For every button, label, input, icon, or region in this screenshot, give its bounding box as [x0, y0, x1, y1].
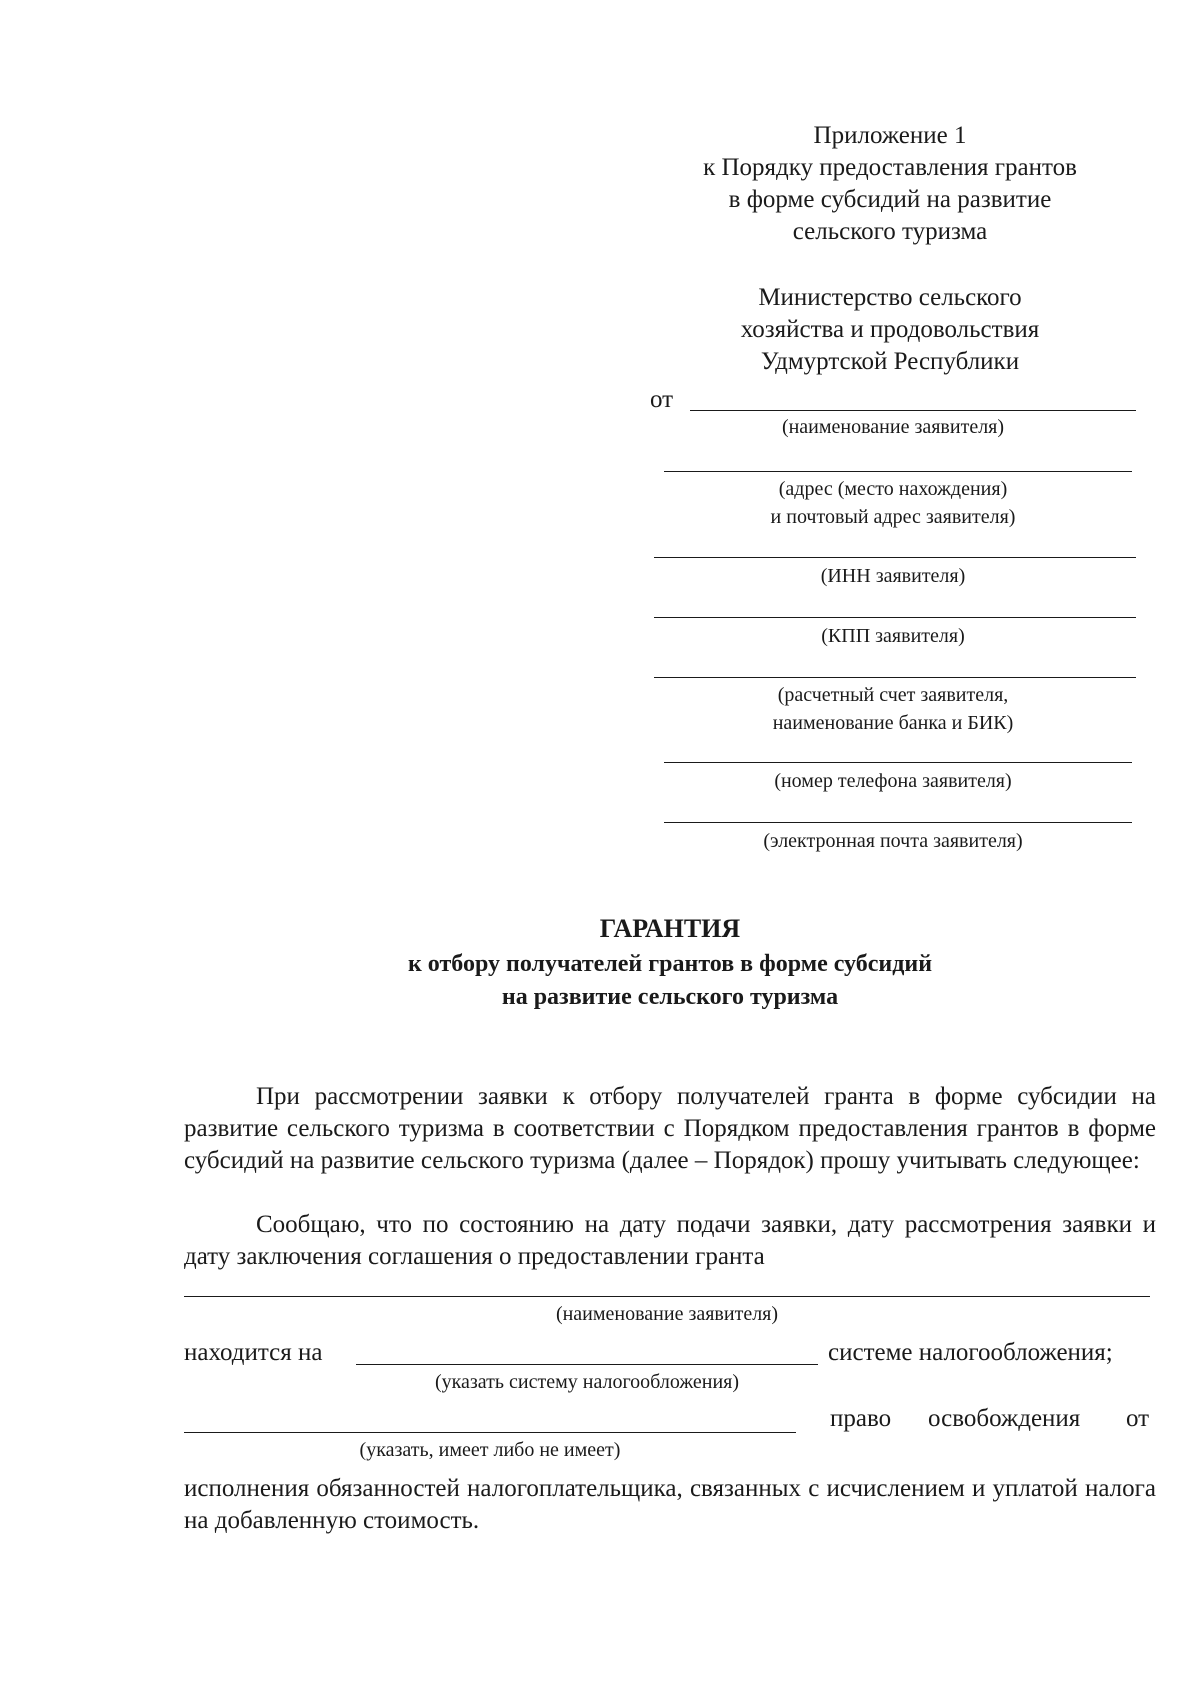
statement-paragraph: Сообщаю, что по состоянию на дату подачи заявки, дату рассмотрения заявки и дату заключения соглашения о предоставлении гранта	[184, 1211, 1156, 1270]
inn-field[interactable]	[654, 557, 1136, 558]
obligations-paragraph: исполнения обязанностей налогоплательщика, связанных с исчислением и уплатой налога на добавленную стоимость.	[184, 1475, 1156, 1534]
annex-line: сельского туризма	[792, 218, 988, 245]
applicant-name-line-caption: (наименование заявителя)	[555, 1303, 779, 1325]
applicant-name-line[interactable]	[184, 1296, 1150, 1297]
ministry-line: хозяйства и продовольствия	[740, 316, 1040, 343]
right-word: право	[830, 1405, 892, 1432]
located-on-text: находится на	[184, 1339, 323, 1366]
address-caption-line2: и почтовый адрес заявителя)	[770, 506, 1016, 528]
applicant-name-caption: (наименование заявителя)	[781, 416, 1005, 438]
kpp-caption: (КПП заявителя)	[821, 625, 965, 647]
ministry-line: Удмуртской Республики	[760, 348, 1020, 375]
applicant-name-field[interactable]	[690, 410, 1136, 411]
tax-system-field[interactable]	[356, 1364, 818, 1365]
exemption-word: освобождения	[928, 1405, 1081, 1432]
phone-field[interactable]	[664, 762, 1132, 763]
tax-system-end-text: системе налогообложения;	[828, 1339, 1113, 1366]
annex-header	[640, 120, 1140, 248]
email-field[interactable]	[664, 822, 1132, 823]
addressee-block	[640, 282, 1140, 378]
intro-paragraph: При рассмотрении заявки к отбору получателей гранта в форме субсидии на развитие сельского туризма в соответствии с Порядком предоставления грантов в форме субсидий на развитие сельского туризма (далее – Порядок) прошу учитывать следующее:	[184, 1083, 1156, 1174]
document-title: ГАРАНТИЯ	[599, 914, 741, 943]
annex-line: Приложение 1	[813, 122, 967, 149]
inn-caption: (ИНН заявителя)	[820, 565, 966, 587]
document-subtitle-line1: к отбору получателей грантов в форме субсидий	[407, 951, 933, 977]
from-word: от	[1126, 1405, 1150, 1432]
kpp-field[interactable]	[654, 617, 1136, 618]
address-field[interactable]	[664, 471, 1132, 472]
has-right-field[interactable]	[184, 1432, 796, 1433]
annex-line: к Порядку предоставления грантов	[703, 154, 1077, 181]
email-caption: (электронная почта заявителя)	[763, 830, 1023, 852]
address-caption-line1: (адрес (место нахождения)	[778, 478, 1008, 500]
ministry-line: Министерство сельского	[758, 284, 1022, 311]
from-label: от	[650, 386, 674, 413]
tax-system-caption: (указать систему налогообложения)	[434, 1371, 740, 1393]
account-caption-line1: (расчетный счет заявителя,	[777, 684, 1009, 706]
account-field[interactable]	[654, 677, 1136, 678]
annex-line: в форме субсидий на развитие	[728, 186, 1052, 213]
document-subtitle-line2: на развитие сельского туризма	[501, 984, 839, 1010]
account-caption-line2: наименование банка и БИК)	[772, 712, 1014, 734]
has-right-caption: (указать, имеет либо не имеет)	[359, 1439, 621, 1461]
phone-caption: (номер телефона заявителя)	[774, 770, 1012, 792]
